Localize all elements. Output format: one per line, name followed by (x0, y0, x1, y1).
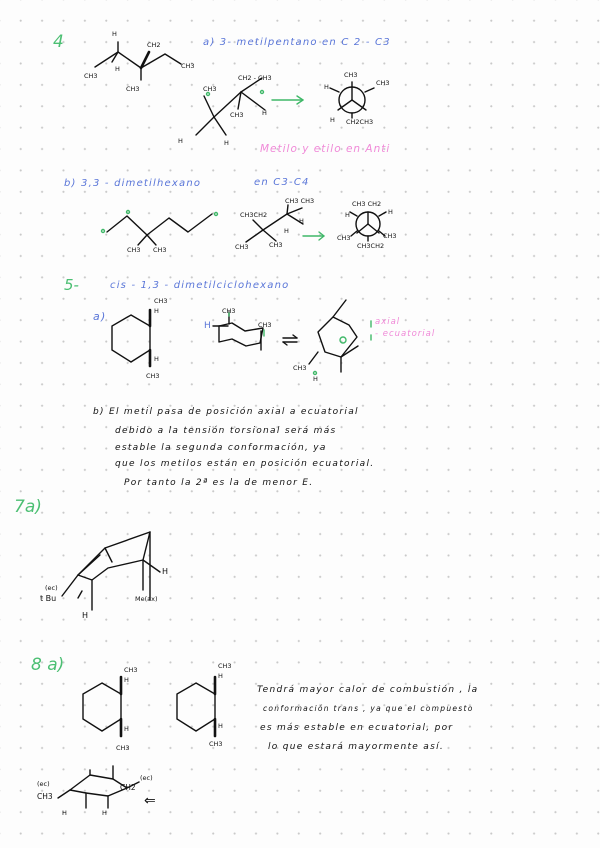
section-5-title: cis - 1,3 - dimetilciclohexano (110, 280, 290, 291)
section-4-skeletal (95, 42, 181, 80)
label-h: H (388, 208, 393, 216)
section-5-chair-2 (309, 300, 358, 375)
left-arrow-icon: ⇐ (144, 793, 156, 809)
label-h: H (178, 137, 183, 145)
label-ch3: CH3 (230, 111, 244, 119)
section-4b-skeletal (102, 211, 218, 246)
section-5-text-line: debido a la tensión torsional será más (115, 426, 337, 436)
label-ch3: CH3 (269, 241, 283, 249)
legend-ecuatorial: - ecuatorial (375, 329, 436, 339)
section-4-number: 4 (53, 32, 64, 52)
section-7-number: 7a) (14, 497, 42, 517)
label-ch3ch3: CH3 CH3 (285, 197, 315, 205)
section-8-number: 8 a) (31, 655, 65, 675)
label-ch3: CH3 (127, 246, 141, 254)
label-ch3: CH3 (344, 71, 358, 79)
label-ch3: CH3 (116, 744, 130, 752)
label-ch3ch2: CH3CH2 (240, 211, 268, 219)
label-h: H (262, 109, 267, 117)
label-ch3: CH3 (146, 372, 160, 380)
label-h: H (330, 116, 335, 124)
section-5-text-line: b) El metil pasa de posición axial a ecuatorial (93, 407, 359, 417)
section-4b-newman (350, 212, 386, 241)
section-5-equilibrium (283, 335, 297, 345)
section-5-part-a: a) (93, 310, 107, 323)
label-ch3: CH3 (153, 246, 167, 254)
label-ec: (ec) (45, 584, 58, 592)
label-ch3: CH3 (209, 740, 223, 748)
section-5-text-line: estable la segunda conformación, ya (115, 443, 327, 453)
label-ch3: CH3 (154, 297, 168, 305)
label-h: H (112, 30, 117, 38)
label-ch3ch2: CH3CH2 (357, 242, 385, 250)
label-ch3: CH3 (124, 666, 138, 674)
label-h: H (154, 355, 159, 363)
label-h: H (218, 672, 223, 680)
label-h: H (102, 809, 107, 817)
label-ch3: CH3 (337, 234, 351, 242)
section-4-arrow (272, 96, 303, 104)
label-ch2ch3: CH2 - CH3 (238, 74, 272, 82)
label-h: H (162, 567, 169, 576)
section-4-newman (330, 82, 374, 118)
label-ch2: CH2 (147, 41, 161, 49)
legend-axial: axial (375, 317, 401, 327)
section-8-text-line: conformación trans , ya que el compuesto (263, 704, 474, 713)
label-ch3: CH3 (218, 662, 232, 670)
label-ch3: CH3 (383, 232, 397, 240)
label-ch3: CH3 (235, 243, 249, 251)
label-ch3: CH3 (181, 62, 195, 70)
section-8-hexagon-2 (177, 677, 215, 736)
section-8-text-line: lo que estará mayormente así. (268, 742, 445, 752)
label-ch2: CH2 (120, 783, 136, 792)
label-ch3: CH3 (376, 79, 390, 87)
label-h: H (82, 611, 89, 620)
label-h: H (204, 321, 211, 331)
section-5-text-line: que los metilos están en posición ecuatorial. (115, 459, 375, 469)
label-ch3ch2: CH3 CH2 (352, 200, 382, 208)
label-ch3: CH3 (222, 307, 236, 315)
section-5-text-line: Por tanto la 2ª es la de menor E. (124, 478, 314, 488)
section-4a-title: a) 3- metilpentano en C 2 - C3 (203, 37, 391, 48)
section-4b-title: b) 3,3 - dimetilhexano (64, 178, 202, 189)
section-8-text-line: Tendrá mayor calor de combustión , la (257, 685, 479, 695)
label-h: H (299, 217, 304, 225)
label-ch3: CH3 (258, 321, 272, 329)
section-8-hexagon-1 (83, 677, 121, 736)
label-meaxial: Me(ax) (135, 595, 158, 603)
label-h: H (62, 809, 67, 817)
section-5-number: 5- (64, 276, 79, 294)
label-h: H (124, 725, 129, 733)
section-8-text-line: es más estable en ecuatorial, por (260, 723, 454, 733)
label-ch3: CH3 (126, 85, 140, 93)
label-h: H (115, 65, 120, 73)
label-h: H (124, 676, 129, 684)
label-h: H (154, 307, 159, 315)
label-h: H (345, 211, 350, 219)
label-ch3: CH3 (293, 364, 307, 372)
label-h: H (313, 375, 318, 383)
section-4-note: Metilo y etilo en Anti (260, 143, 391, 155)
label-tbu: t Bu (40, 594, 57, 603)
label-h: H (224, 139, 229, 147)
section-5-hexagon (112, 310, 150, 366)
label-h: H (284, 227, 289, 235)
label-ch3: CH3 (84, 72, 98, 80)
label-h: H (218, 722, 223, 730)
section-5-chair-1 (213, 312, 264, 350)
label-ch3: CH3 (203, 85, 217, 93)
label-ch2ch3: CH2CH3 (346, 118, 374, 126)
label-h: H (324, 83, 329, 91)
label-ec: (ec) (140, 774, 153, 782)
label-ec: (ec) (37, 780, 50, 788)
label-ch3: CH3 (37, 792, 53, 801)
section-4b-bond: en C3-C4 (254, 177, 310, 188)
